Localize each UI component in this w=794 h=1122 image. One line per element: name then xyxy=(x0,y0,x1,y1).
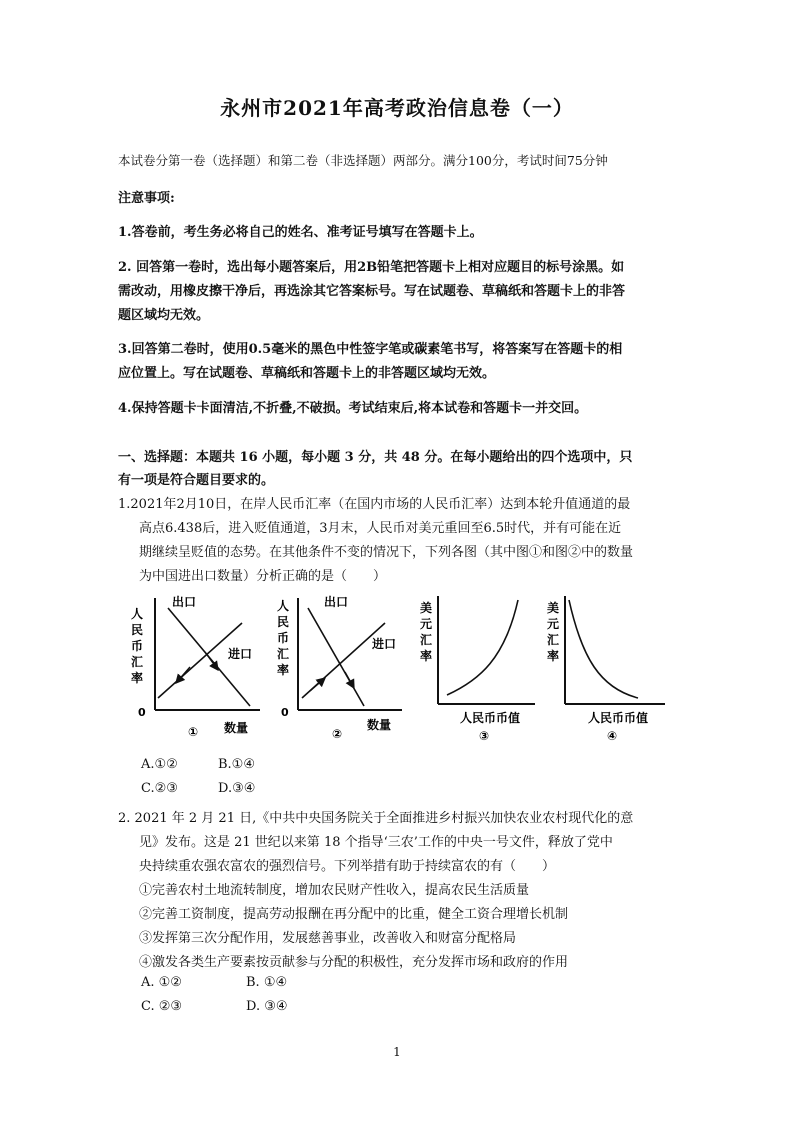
graph-3-ylabel-1: 美 xyxy=(420,601,433,615)
graph-2-ylabel-4: 汇 xyxy=(277,647,290,661)
graph-4-ylabel-4: 率 xyxy=(547,649,560,663)
graph-4-curve xyxy=(569,600,638,698)
q2-option-a[interactable]: A. ①② xyxy=(141,975,182,990)
q1-stem-line-4: 为中国进出口数量）分析正确的是（ ） xyxy=(139,569,387,584)
notice-2-line-1: 2. 回答第一卷时，选出每小题答案后，用2B铅笔把答题卡上相对应题目的标号涂黑。如 xyxy=(118,260,625,275)
page-title: 永州市2021年高考政治信息卷（一） xyxy=(220,96,574,120)
notice-2-line-3: 题区域均无效。 xyxy=(118,308,210,323)
graph-2-origin: 0 xyxy=(281,706,289,719)
graph-3-number: ③ xyxy=(479,729,490,743)
q2-statement-4: ④激发各类生产要素按贡献参与分配的积极性，充分发挥市场和政府的作用 xyxy=(139,955,569,970)
q2-option-c[interactable]: C. ②③ xyxy=(141,999,183,1014)
graph-2-ylabel-1: 人 xyxy=(277,599,290,613)
graph-4-number: ④ xyxy=(607,729,618,743)
graph-4 xyxy=(547,596,665,743)
graph-4-ylabel-3: 汇 xyxy=(547,633,560,647)
q1-option-a[interactable]: A.①② xyxy=(141,757,178,772)
page-number: 1 xyxy=(393,1045,401,1059)
notice-3-line-2: 应位置上。写在试题卷、草稿纸和答题卡上的非答题区域均无效。 xyxy=(118,366,496,381)
notice-4: 4.保持答题卡卡面清洁,不折叠,不破损。考试结束后,将本试卷和答题卡一并交回。 xyxy=(118,401,588,416)
graph-1-origin: 0 xyxy=(138,706,146,719)
intro-text: 本试卷分第一卷（选择题）和第二卷（非选择题）两部分。满分100分，考试时间75分钟 xyxy=(118,153,608,168)
graph-2-arrow-export xyxy=(345,672,354,688)
q2-stem-line-2: 见》发布。这是 21 世纪以来第 18 个指导‘三农’工作的中央一号文件，释放了党中 xyxy=(139,835,613,850)
graph-2-number: ② xyxy=(332,727,343,741)
graph-4-ylabel-1: 美 xyxy=(547,601,560,615)
q1-option-d[interactable]: D.③④ xyxy=(218,781,256,796)
graph-1-xlabel: 数量 xyxy=(224,721,249,735)
q1-option-b[interactable]: B.①④ xyxy=(218,757,255,772)
graph-3-ylabel-4: 率 xyxy=(420,649,433,663)
q2-statement-1: ①完善农村土地流转制度，增加农民财产性收入，提高农民生活质量 xyxy=(139,883,530,898)
graph-2-ylabel-3: 币 xyxy=(277,631,290,645)
q1-option-c[interactable]: C.②③ xyxy=(141,781,178,796)
q1-graphs xyxy=(120,588,680,750)
graph-1-arrow-import xyxy=(176,667,190,683)
graph-1 xyxy=(131,594,260,739)
graph-2 xyxy=(277,594,402,741)
graph-2-xlabel: 数量 xyxy=(367,718,392,732)
graph-2-export-label: 出口 xyxy=(324,595,349,609)
q1-stem-line-1: 1.2021年2月10日，在岸人民币汇率（在国内市场的人民币汇率）达到本轮升值通道的最 xyxy=(118,497,631,512)
graph-1-arrow-export xyxy=(205,652,218,670)
q2-stem-line-3: 央持续重农强农富农的强烈信号。下列举措有助于持续富农的有（ ） xyxy=(139,859,556,874)
graph-2-import-label: 进口 xyxy=(372,637,397,651)
q1-stem-line-3: 期继续呈贬值的态势。在其他条件不变的情况下，下列各图（其中图①和图②中的数量 xyxy=(139,545,634,560)
graph-3-curve xyxy=(447,600,518,695)
q2-statement-2: ②完善工资制度，提高劳动报酬在再分配中的比重，健全工资合理增长机制 xyxy=(139,907,569,922)
q2-statement-3: ③发挥第三次分配作用，发展慈善事业，改善收入和财富分配格局 xyxy=(139,931,517,946)
graph-1-ylabel-2: 民 xyxy=(131,623,144,637)
graph-4-ylabel-2: 元 xyxy=(547,617,560,631)
graph-2-ylabel-2: 民 xyxy=(277,615,290,629)
graph-1-ylabel-4: 汇 xyxy=(131,655,144,669)
q2-option-b[interactable]: B. ①④ xyxy=(246,975,288,990)
graph-2-export-line xyxy=(308,608,364,706)
q2-stem-line-1: 2. 2021 年 2 月 21 日,《中共中央国务院关于全面推进乡村振兴加快农业农村现代化的意 xyxy=(118,811,634,826)
notice-3-line-1: 3.回答第二卷时，使用0.5毫米的黑色中性签字笔或碳素笔书写，将答案写在答题卡的相 xyxy=(118,342,623,357)
notice-1: 1.答卷前，考生务必将自己的姓名、准考证号填写在答题卡上。 xyxy=(118,225,483,240)
graph-1-import-label: 进口 xyxy=(228,647,253,661)
section-1-heading-line-2: 有一项是符合题目要求的。 xyxy=(118,473,275,488)
graph-3-ylabel-2: 元 xyxy=(420,617,433,631)
graph-1-number: ① xyxy=(188,725,199,739)
notice-heading: 注意事项: xyxy=(118,191,175,206)
notice-2-line-2: 需改动，用橡皮擦干净后，再选涂其它答案标号。写在试题卷、草稿纸和答题卡上的非答 xyxy=(118,284,626,299)
graph-1-export-label: 出口 xyxy=(172,595,197,609)
graph-1-ylabel-3: 币 xyxy=(131,639,144,653)
graph-1-ylabel-5: 率 xyxy=(131,671,144,685)
q1-stem-line-2: 高点6.438后，进入贬值通道，3月末，人民币对美元重回至6.5时代，并有可能在近 xyxy=(139,521,622,536)
graph-3-ylabel-3: 汇 xyxy=(420,633,433,647)
section-1-heading-line-1: 一、选择题：本题共 16 小题，每小题 3 分，共 48 分。在每小题给出的四个选项中，只 xyxy=(118,450,633,465)
graph-3 xyxy=(420,596,535,743)
graph-2-ylabel-5: 率 xyxy=(277,663,290,677)
graph-3-xlabel: 人民币币值 xyxy=(460,711,521,725)
graph-2-arrow-import xyxy=(310,678,325,691)
graph-4-xlabel: 人民币币值 xyxy=(588,711,649,725)
q2-option-d[interactable]: D. ③④ xyxy=(246,999,288,1014)
graph-1-ylabel-1: 人 xyxy=(131,607,144,621)
